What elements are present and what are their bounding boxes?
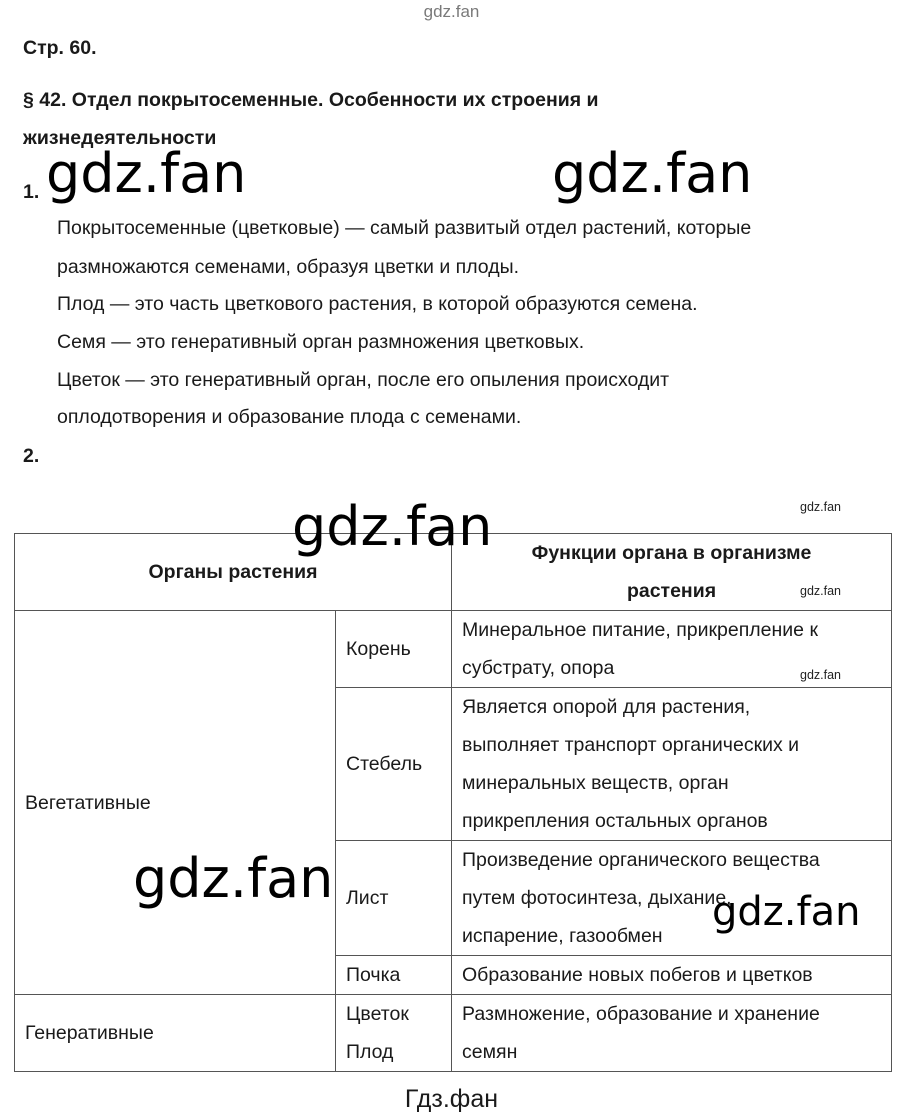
task-1-line: Семя — это генеративный орган размножения цветковых. (57, 331, 585, 353)
function-line: путем фотосинтеза, дыхание, (462, 887, 732, 909)
function-line: субстрату, опора (462, 657, 615, 679)
function-line: Произведение органического вещества (462, 849, 820, 871)
task-1-line: Цветок — это генеративный орган, после его опыления происходит (57, 369, 670, 391)
function-line: Размножение, образование и хранение (462, 1003, 820, 1025)
function-cell (452, 995, 892, 1072)
watermark: gdz.fan (712, 889, 861, 935)
watermark: gdz.fan (292, 495, 493, 558)
function-line: прикрепления остальных органов (462, 810, 768, 832)
organ-line: Плод (346, 1041, 394, 1063)
top-watermark: gdz.fan (423, 2, 480, 21)
header-function-line: растения (626, 580, 717, 602)
organ-cell: Стебель (336, 688, 452, 841)
header-organs: Органы растения (15, 534, 452, 611)
organ-line: Цветок (346, 1003, 409, 1025)
section-title-line-2: жизнедеятельности (23, 127, 217, 149)
footer-caption: Гдз.фан (404, 1085, 499, 1113)
watermark: gdz.fan (133, 847, 334, 910)
function-cell (452, 688, 892, 841)
function-cell (452, 956, 892, 995)
watermark-small: gdz.fan (800, 584, 842, 598)
group-generative: Генеративные (15, 995, 336, 1072)
function-line: семян (462, 1041, 518, 1063)
table-row (15, 995, 892, 1072)
task-1-line: оплодотворения и образование плода с семенами. (57, 406, 522, 428)
task-2-number: 2. (23, 445, 40, 467)
function-line: Является опорой для растения, (462, 696, 751, 718)
function-line: Минеральное питание, прикрепление к (462, 619, 818, 641)
section-title-line-1: § 42. Отдел покрытосеменные. Особенности их строения и (23, 89, 599, 111)
function-line: испарение, газообмен (462, 925, 663, 947)
watermark-small: gdz.fan (800, 500, 842, 514)
organ-cell: Корень (336, 611, 452, 688)
organ-cell: Почка (336, 956, 452, 995)
group-vegetative: Вегетативные (15, 611, 336, 995)
page-reference: Стр. 60. (23, 37, 97, 59)
table-row (15, 611, 892, 688)
function-line: Образование новых побегов и цветков (462, 964, 813, 986)
watermark: gdz.fan (552, 142, 753, 205)
function-line: выполняет транспорт органических и (462, 734, 800, 756)
organs-table (14, 533, 892, 1072)
organ-cell: Лист (336, 841, 452, 956)
watermark-small: gdz.fan (800, 668, 842, 682)
task-1-number: 1. (23, 181, 40, 203)
function-line: минеральных веществ, орган (462, 772, 729, 794)
task-1-line: размножаются семенами, образуя цветки и плоды. (57, 256, 520, 278)
task-1-line: Плод — это часть цветкового растения, в которой образуются семена. (57, 293, 698, 315)
header-function-line: Функции органа в организме (531, 542, 812, 564)
organ-cell (336, 995, 452, 1072)
task-1-line: Покрытосеменные (цветковые) — самый развитый отдел растений, которые (57, 217, 752, 239)
watermark: gdz.fan (46, 142, 247, 205)
